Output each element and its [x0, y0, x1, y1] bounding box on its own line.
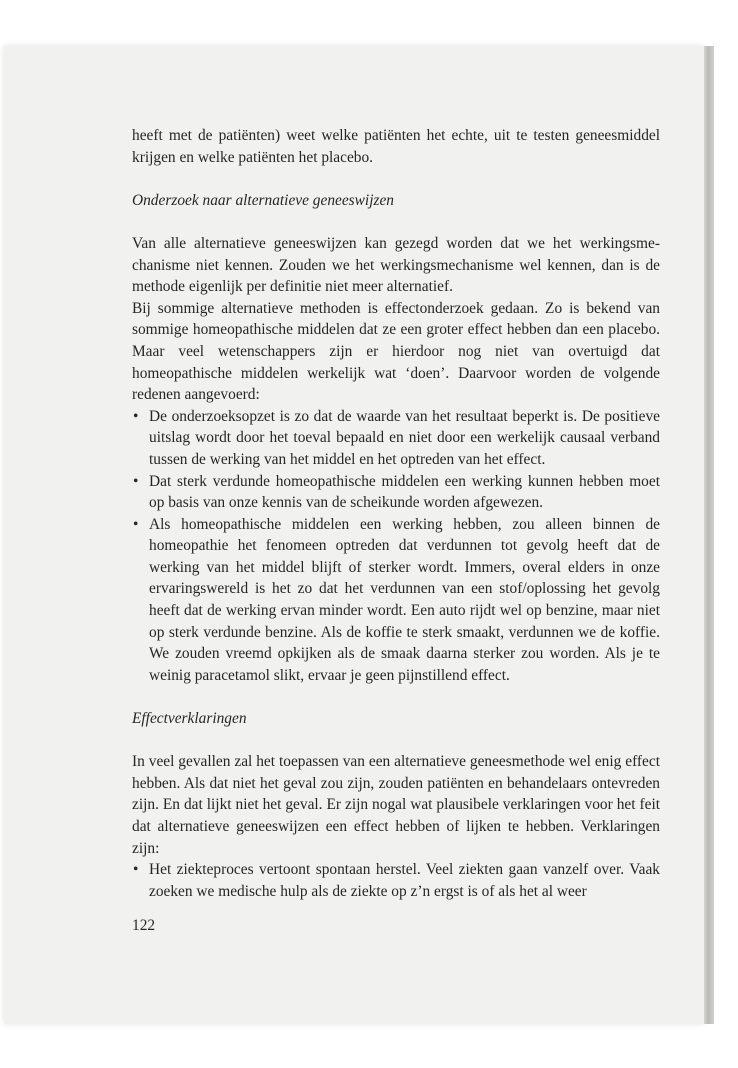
section-heading-effectverklaringen: Effectverklaringen	[132, 710, 247, 728]
paragraph-effectonderzoek: Bij sommige alternatieve methoden is effectonderzoek gedaan. Zo is bekend van sommige homeopathische middelen dat ze een groter effect hebben dan een placebo. Maar veel wetenschappers zijn er hierdoor nog niet van overtuigd dat homeopathische middelen werkelijk wat ‘doen’. Daarvoor worden de volgende redenen aangevoerd:	[132, 299, 660, 404]
bullet-icon: •	[133, 515, 139, 533]
bullet-list-verklaringen	[132, 859, 660, 902]
bullet-icon: •	[133, 472, 139, 490]
list-item: • Het ziekteproces vertoont spontaan herstel. Veel ziekten gaan vanzelf over. Vaak zoeken we medische hulp als de ziekte op z’n ergst is of als het al weer	[133, 861, 660, 900]
book-spine	[704, 46, 714, 1024]
bullet-icon: •	[133, 861, 139, 879]
section-heading-onderzoek: Onderzoek naar alternatieve geneeswijzen	[132, 191, 395, 209]
bullet-icon: •	[133, 407, 139, 425]
page-margin	[714, 60, 738, 1010]
intro-paragraph: heeft met de patiënten) weet welke patiënten het echte, uit te testen geneesmiddel krijgen en welke patiënten het placebo.	[132, 127, 660, 166]
page-number: 122	[132, 917, 156, 934]
paragraph-effect: In veel gevallen zal het toepassen van een alternatieve geneesmethode wel enig effect hebben. Als dat niet het geval zou zijn, zouden patiënten en behandelaars ontevreden zijn. En dat lijkt niet het geval. Er zijn nogal wat plausibele verklaringen voor het feit dat alternatieve geneeswijzen een effect hebben of lijken te hebben. Verklaringen zijn:	[132, 753, 660, 857]
paragraph-werkingsmechanisme: Van alle alternatieve geneeswijzen kan gezegd worden dat we het werkingsmechanisme niet kennen. Zouden we het werkingsmechanisme wel kennen, dan is de methode eigenlijk per definitie niet meer alternatief.	[132, 234, 660, 296]
page-body	[132, 125, 660, 902]
list-item: • De onderzoeksopzet is zo dat de waarde van het resultaat beperkt is. De positieve uitslag wordt door het toeval bepaald en niet door een werkelijk causaal verband tussen de werking van het middel en het optreden van het effect.	[133, 407, 660, 468]
list-item: • Als homeopathische middelen een werking hebben, zou alleen binnen de homeopathie het fenomeen optreden dat verdunnen tot gevolg heeft dat de werking van het middel blijft of sterker wordt. Immers, overal elders in onze ervaringswereld is het zo dat het verdunnen van een stof/oplossing het gevolg heeft dat de werking ervan minder wordt. Een auto rijdt wel op benzine, maar niet op sterk verdunde benzine. Als de koffie te sterk smaakt, verdunnen we de koffie. We zouden vreemd opkijken als de smaak daarna sterker zou worden. Als je te weinig paracetamol slikt, ervaar je geen pijnstillend effect.	[133, 515, 660, 684]
list-item: • Dat sterk verdunde homeopathische middelen een werking kunnen hebben moet op basis van onze kennis van de scheikunde worden afgewezen.	[133, 472, 660, 512]
bullet-list-redenen	[132, 406, 660, 687]
